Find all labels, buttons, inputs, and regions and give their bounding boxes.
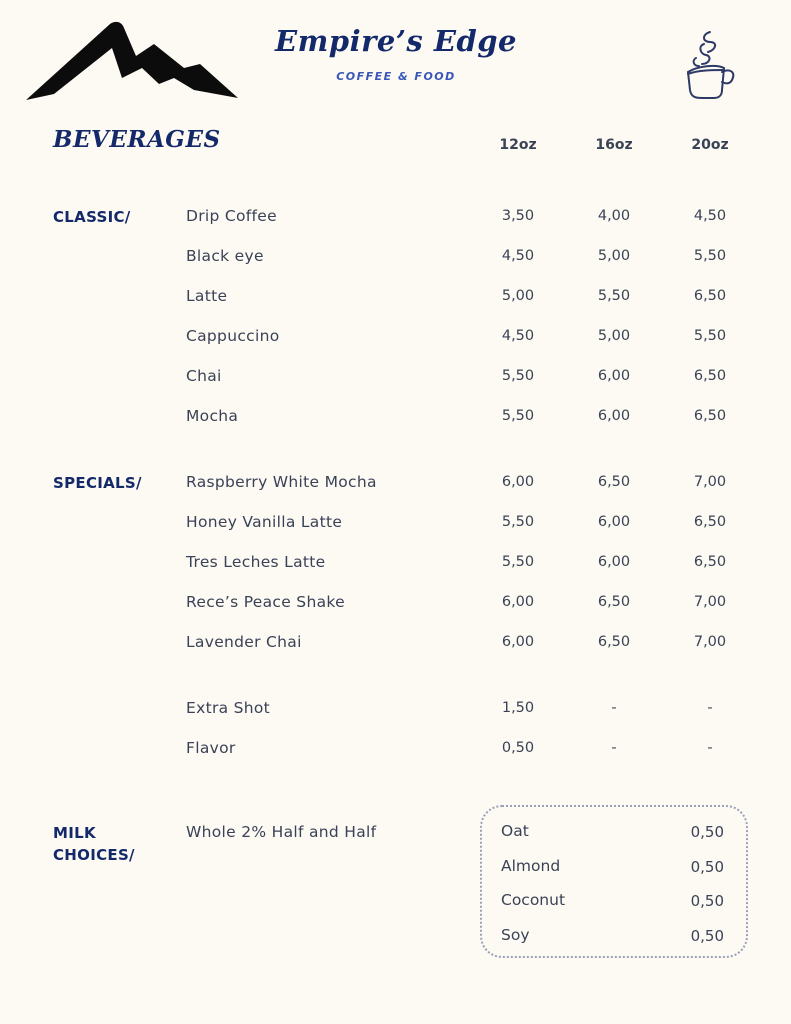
price-12oz: 1,50: [501, 700, 535, 716]
item-name: Honey Vanilla Latte: [186, 513, 343, 531]
price-20oz: 7,00: [693, 474, 727, 490]
price-12oz: 0,50: [501, 740, 535, 756]
category-milk: [53, 822, 135, 866]
price-16oz: 6,50: [597, 594, 631, 610]
price-16oz: -: [611, 740, 617, 756]
brand-subtitle: COFFEE & FOOD: [336, 70, 456, 83]
price-12oz: 5,50: [501, 368, 535, 384]
size-header-20oz: 20oz: [691, 137, 729, 153]
price-20oz: 6,50: [693, 288, 727, 304]
price-16oz: 6,50: [597, 634, 631, 650]
milk-option-name: Oat: [501, 822, 529, 840]
milk-option-name: Almond: [501, 857, 561, 875]
price-16oz: 5,00: [597, 328, 631, 344]
milk-option-price: 0,50: [690, 892, 724, 910]
item-name: Flavor: [186, 739, 236, 757]
price-12oz: 3,50: [501, 208, 535, 224]
milk-option-name: Soy: [501, 926, 530, 944]
item-name: Rece’s Peace Shake: [186, 593, 345, 611]
item-name: Latte: [186, 287, 228, 305]
price-16oz: 6,00: [597, 514, 631, 530]
item-name: Black eye: [186, 247, 264, 265]
price-20oz: 6,50: [693, 408, 727, 424]
price-12oz: 6,00: [501, 594, 535, 610]
price-16oz: 6,50: [597, 474, 631, 490]
price-20oz: 6,50: [693, 554, 727, 570]
price-12oz: 4,50: [501, 328, 535, 344]
price-20oz: -: [707, 740, 713, 756]
price-20oz: 6,50: [693, 514, 727, 530]
price-16oz: 5,50: [597, 288, 631, 304]
price-20oz: 7,00: [693, 594, 727, 610]
price-20oz: 4,50: [693, 208, 727, 224]
price-20oz: 7,00: [693, 634, 727, 650]
item-name: Drip Coffee: [186, 207, 277, 225]
price-20oz: 5,50: [693, 328, 727, 344]
item-name: Chai: [186, 367, 222, 385]
milk-option-price: 0,50: [690, 927, 724, 945]
item-name: Mocha: [186, 407, 239, 425]
price-16oz: 6,00: [597, 408, 631, 424]
category-specials: SPECIALS/: [53, 474, 142, 492]
price-12oz: 5,00: [501, 288, 535, 304]
price-16oz: -: [611, 700, 617, 716]
price-20oz: 5,50: [693, 248, 727, 264]
price-16oz: 5,00: [597, 248, 631, 264]
price-20oz: 6,50: [693, 368, 727, 384]
item-name: Tres Leches Latte: [186, 553, 326, 571]
item-name: Cappuccino: [186, 327, 280, 345]
price-12oz: 6,00: [501, 474, 535, 490]
milk-option-price: 0,50: [690, 858, 724, 876]
price-12oz: 5,50: [501, 514, 535, 530]
price-12oz: 6,00: [501, 634, 535, 650]
size-header-12oz: 12oz: [499, 137, 537, 153]
price-12oz: 5,50: [501, 554, 535, 570]
milk-option-name: Coconut: [501, 891, 566, 909]
price-12oz: 4,50: [501, 248, 535, 264]
item-name: Extra Shot: [186, 699, 271, 717]
price-16oz: 6,00: [597, 554, 631, 570]
item-name: Lavender Chai: [186, 633, 302, 651]
milk-included: Whole 2% Half and Half: [186, 823, 377, 841]
price-12oz: 5,50: [501, 408, 535, 424]
category-classic: CLASSIC/: [53, 208, 131, 226]
category-milk-line2: CHOICES/: [53, 846, 135, 864]
coffee-cup-icon: [680, 28, 738, 102]
brand-title: Empire’s Edge: [275, 24, 517, 58]
item-name: Raspberry White Mocha: [186, 473, 377, 491]
price-16oz: 4,00: [597, 208, 631, 224]
price-16oz: 6,00: [597, 368, 631, 384]
price-20oz: -: [707, 700, 713, 716]
category-milk-line1: MILK: [53, 824, 96, 842]
size-header-16oz: 16oz: [595, 137, 633, 153]
section-title: BEVERAGES: [53, 126, 221, 153]
milk-option-price: 0,50: [690, 823, 724, 841]
